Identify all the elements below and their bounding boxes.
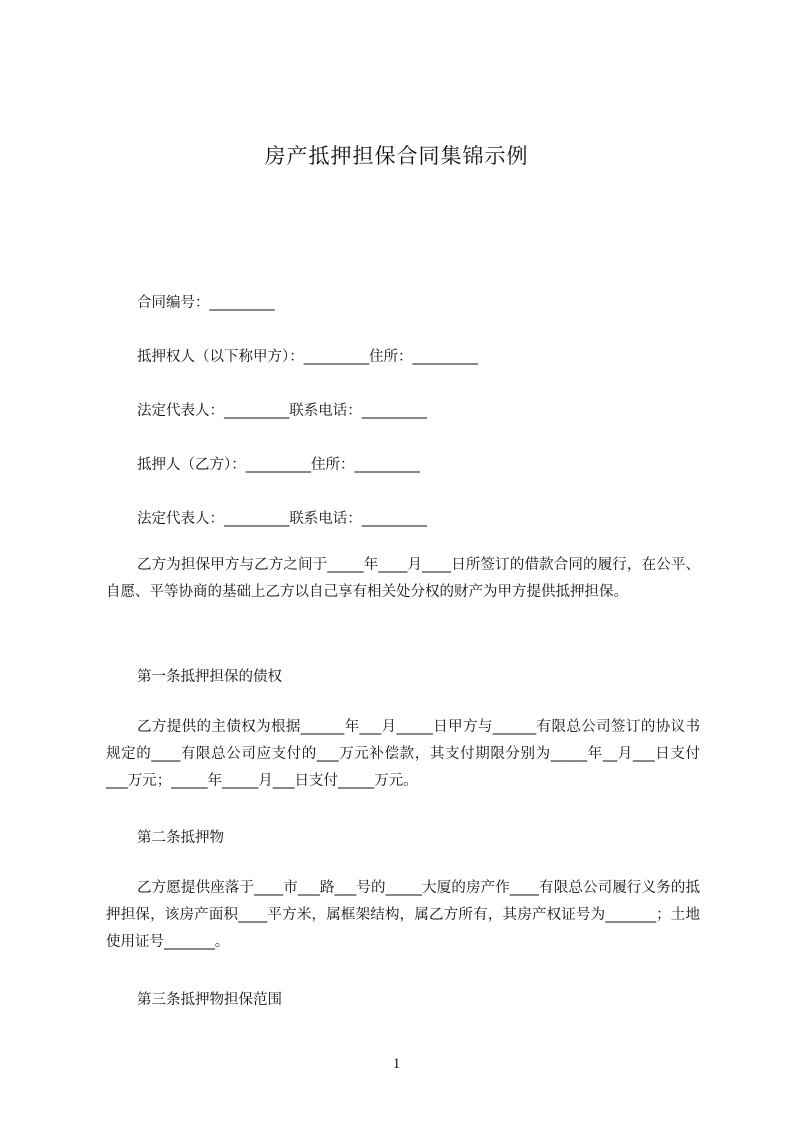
section-3-heading: 第三条抵押物担保范围 bbox=[137, 992, 282, 1008]
page-number: 1 bbox=[392, 1056, 401, 1072]
intro-paragraph: 乙方为担保甲方与乙方之间于_____年____月____日所签订的借款合同的履行，在公平、自愿、平等协商的基础上乙方以自己享有相关处分权的财产为甲方提供抵押担保。 bbox=[106, 557, 700, 600]
section-1-body: 乙方提供的主债权为根据______年___月_____日甲方与______有限总公司签订的协议书规定的____有限总公司应支付的___万元补偿款，其支付期限分别为_____年__月___日支付___万元；_____年_____月___日支付_____万元。 bbox=[106, 719, 700, 789]
mortgagor-line: 抵押人（乙方）：_________住所：_________ bbox=[137, 457, 420, 473]
section-2-body: 乙方愿提供座落于____市___路___号的_____大厦的房产作____有限总公司履行义务的抵押担保，该房产面积____平方米，属框架结构，属乙方所有，其房产权证号为_______；土地使用证号_______。 bbox=[106, 880, 700, 950]
section-1-heading: 第一条抵押担保的债权 bbox=[137, 669, 282, 685]
mortgagee-line: 抵押权人（以下称甲方）：_________住所：_________ bbox=[137, 349, 478, 365]
contract-number-line: 合同编号：_________ bbox=[137, 295, 275, 311]
section-2-heading: 第二条抵押物 bbox=[137, 830, 224, 846]
mortgagee-representative-line: 法定代表人：_________联系电话：_________ bbox=[137, 403, 427, 419]
mortgagor-representative-line: 法定代表人：_________联系电话：_________ bbox=[137, 511, 427, 527]
document-title: 房产抵押担保合同集锦示例 bbox=[264, 144, 529, 168]
